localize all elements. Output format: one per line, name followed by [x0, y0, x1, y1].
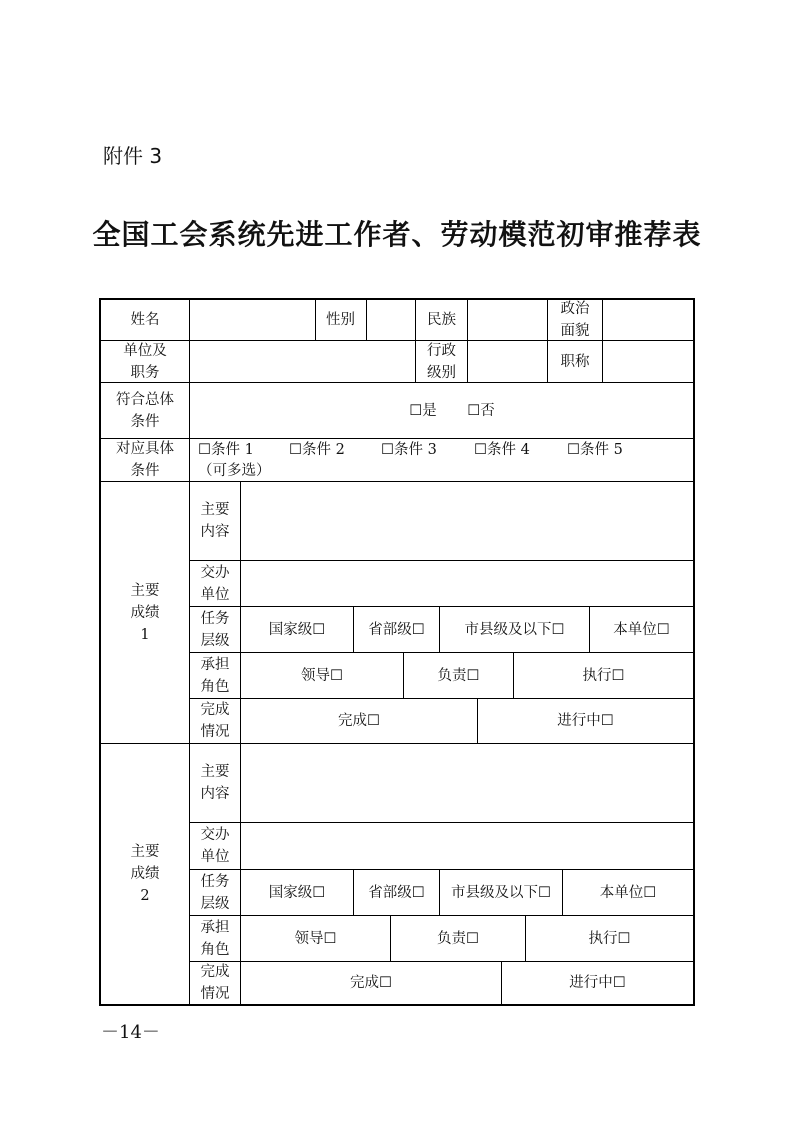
main-content-field[interactable]	[241, 482, 693, 560]
level-provincial-checkbox[interactable]: 省部级☐	[368, 621, 425, 638]
condition-1-checkbox[interactable]: ☐条件 1	[198, 442, 254, 458]
role-leader-checkbox[interactable]: 领导☐	[301, 667, 343, 684]
level-city-county-checkbox[interactable]: 市县级及以下☐	[464, 621, 565, 638]
status-in-progress-checkbox[interactable]: 进行中☐	[569, 975, 626, 991]
condition-3-checkbox[interactable]: ☐条件 3	[381, 442, 437, 458]
completion-label: 完成 情况	[200, 702, 230, 740]
role-responsible-checkbox[interactable]: 负责☐	[437, 930, 479, 947]
level-own-unit-checkbox[interactable]: 本单位☐	[599, 884, 657, 901]
form-title: 全国工会系统先进工作者、劳动模范初审推荐表	[92, 218, 702, 251]
page-number: －14－	[101, 1022, 160, 1043]
job-title-label: 职称	[560, 353, 590, 370]
meets-conditions-label: 符合总体 条件	[116, 391, 174, 430]
gender-field[interactable]	[367, 300, 415, 340]
unit-position-field[interactable]	[190, 341, 415, 382]
achievement-1-label: 主要 成绩 1	[130, 582, 160, 643]
condition-4-checkbox[interactable]: ☐条件 4	[474, 442, 530, 458]
gender-label: 性别	[326, 312, 355, 328]
level-national-checkbox[interactable]: 国家级☐	[268, 884, 326, 901]
attachment-label: 附件 3	[103, 144, 163, 168]
status-completed-checkbox[interactable]: 完成☐	[338, 713, 380, 729]
level-provincial-checkbox[interactable]: 省部级☐	[368, 884, 425, 901]
condition-2-checkbox[interactable]: ☐条件 2	[289, 442, 345, 458]
achievement-2-label: 主要 成绩 2	[130, 844, 160, 904]
meets-yes-checkbox[interactable]: ☐是	[409, 402, 437, 419]
level-national-checkbox[interactable]: 国家级☐	[268, 621, 326, 638]
level-city-county-checkbox[interactable]: 市县级及以下☐	[451, 884, 551, 901]
political-status-label: 政治 面貌	[560, 301, 590, 339]
role-executor-checkbox[interactable]: 执行☐	[588, 930, 631, 947]
assigning-unit-label: 交办 单位	[200, 827, 230, 865]
status-in-progress-checkbox[interactable]: 进行中☐	[557, 713, 614, 729]
level-own-unit-checkbox[interactable]: 本单位☐	[613, 621, 670, 638]
name-field[interactable]	[190, 300, 315, 340]
assigning-unit-label: 交办 单位	[200, 564, 230, 603]
completion-label: 完成 情况	[200, 964, 230, 1002]
political-status-field[interactable]	[603, 300, 693, 340]
multi-select-note: （可多选）	[198, 463, 271, 479]
ethnicity-label: 民族	[427, 312, 456, 328]
admin-level-field[interactable]	[468, 341, 547, 382]
role-executor-checkbox[interactable]: 执行☐	[582, 667, 625, 684]
assigning-unit-field[interactable]	[241, 823, 693, 869]
job-title-field[interactable]	[603, 341, 693, 382]
role-label: 承担 角色	[200, 919, 230, 958]
main-content-label: 主要 内容	[200, 764, 230, 802]
admin-level-label: 行政 级别	[427, 342, 456, 381]
role-leader-checkbox[interactable]: 领导☐	[294, 930, 337, 947]
meets-no-checkbox[interactable]: ☐否	[467, 402, 495, 419]
role-responsible-checkbox[interactable]: 负责☐	[437, 667, 480, 684]
assigning-unit-field[interactable]	[241, 561, 693, 606]
main-content-field[interactable]	[241, 744, 693, 822]
specific-conditions-label: 对应具体 条件	[116, 441, 174, 479]
recommendation-form-table	[99, 298, 695, 1006]
main-content-label: 主要 内容	[200, 502, 230, 540]
status-completed-checkbox[interactable]: 完成☐	[350, 975, 392, 991]
ethnicity-field[interactable]	[468, 300, 547, 340]
task-level-label: 任务 层级	[200, 873, 230, 912]
unit-position-label: 单位及 职务	[123, 342, 167, 381]
task-level-label: 任务 层级	[200, 610, 230, 649]
name-label: 姓名	[130, 312, 160, 328]
role-label: 承担 角色	[200, 656, 230, 695]
condition-5-checkbox[interactable]: ☐条件 5	[567, 442, 623, 458]
